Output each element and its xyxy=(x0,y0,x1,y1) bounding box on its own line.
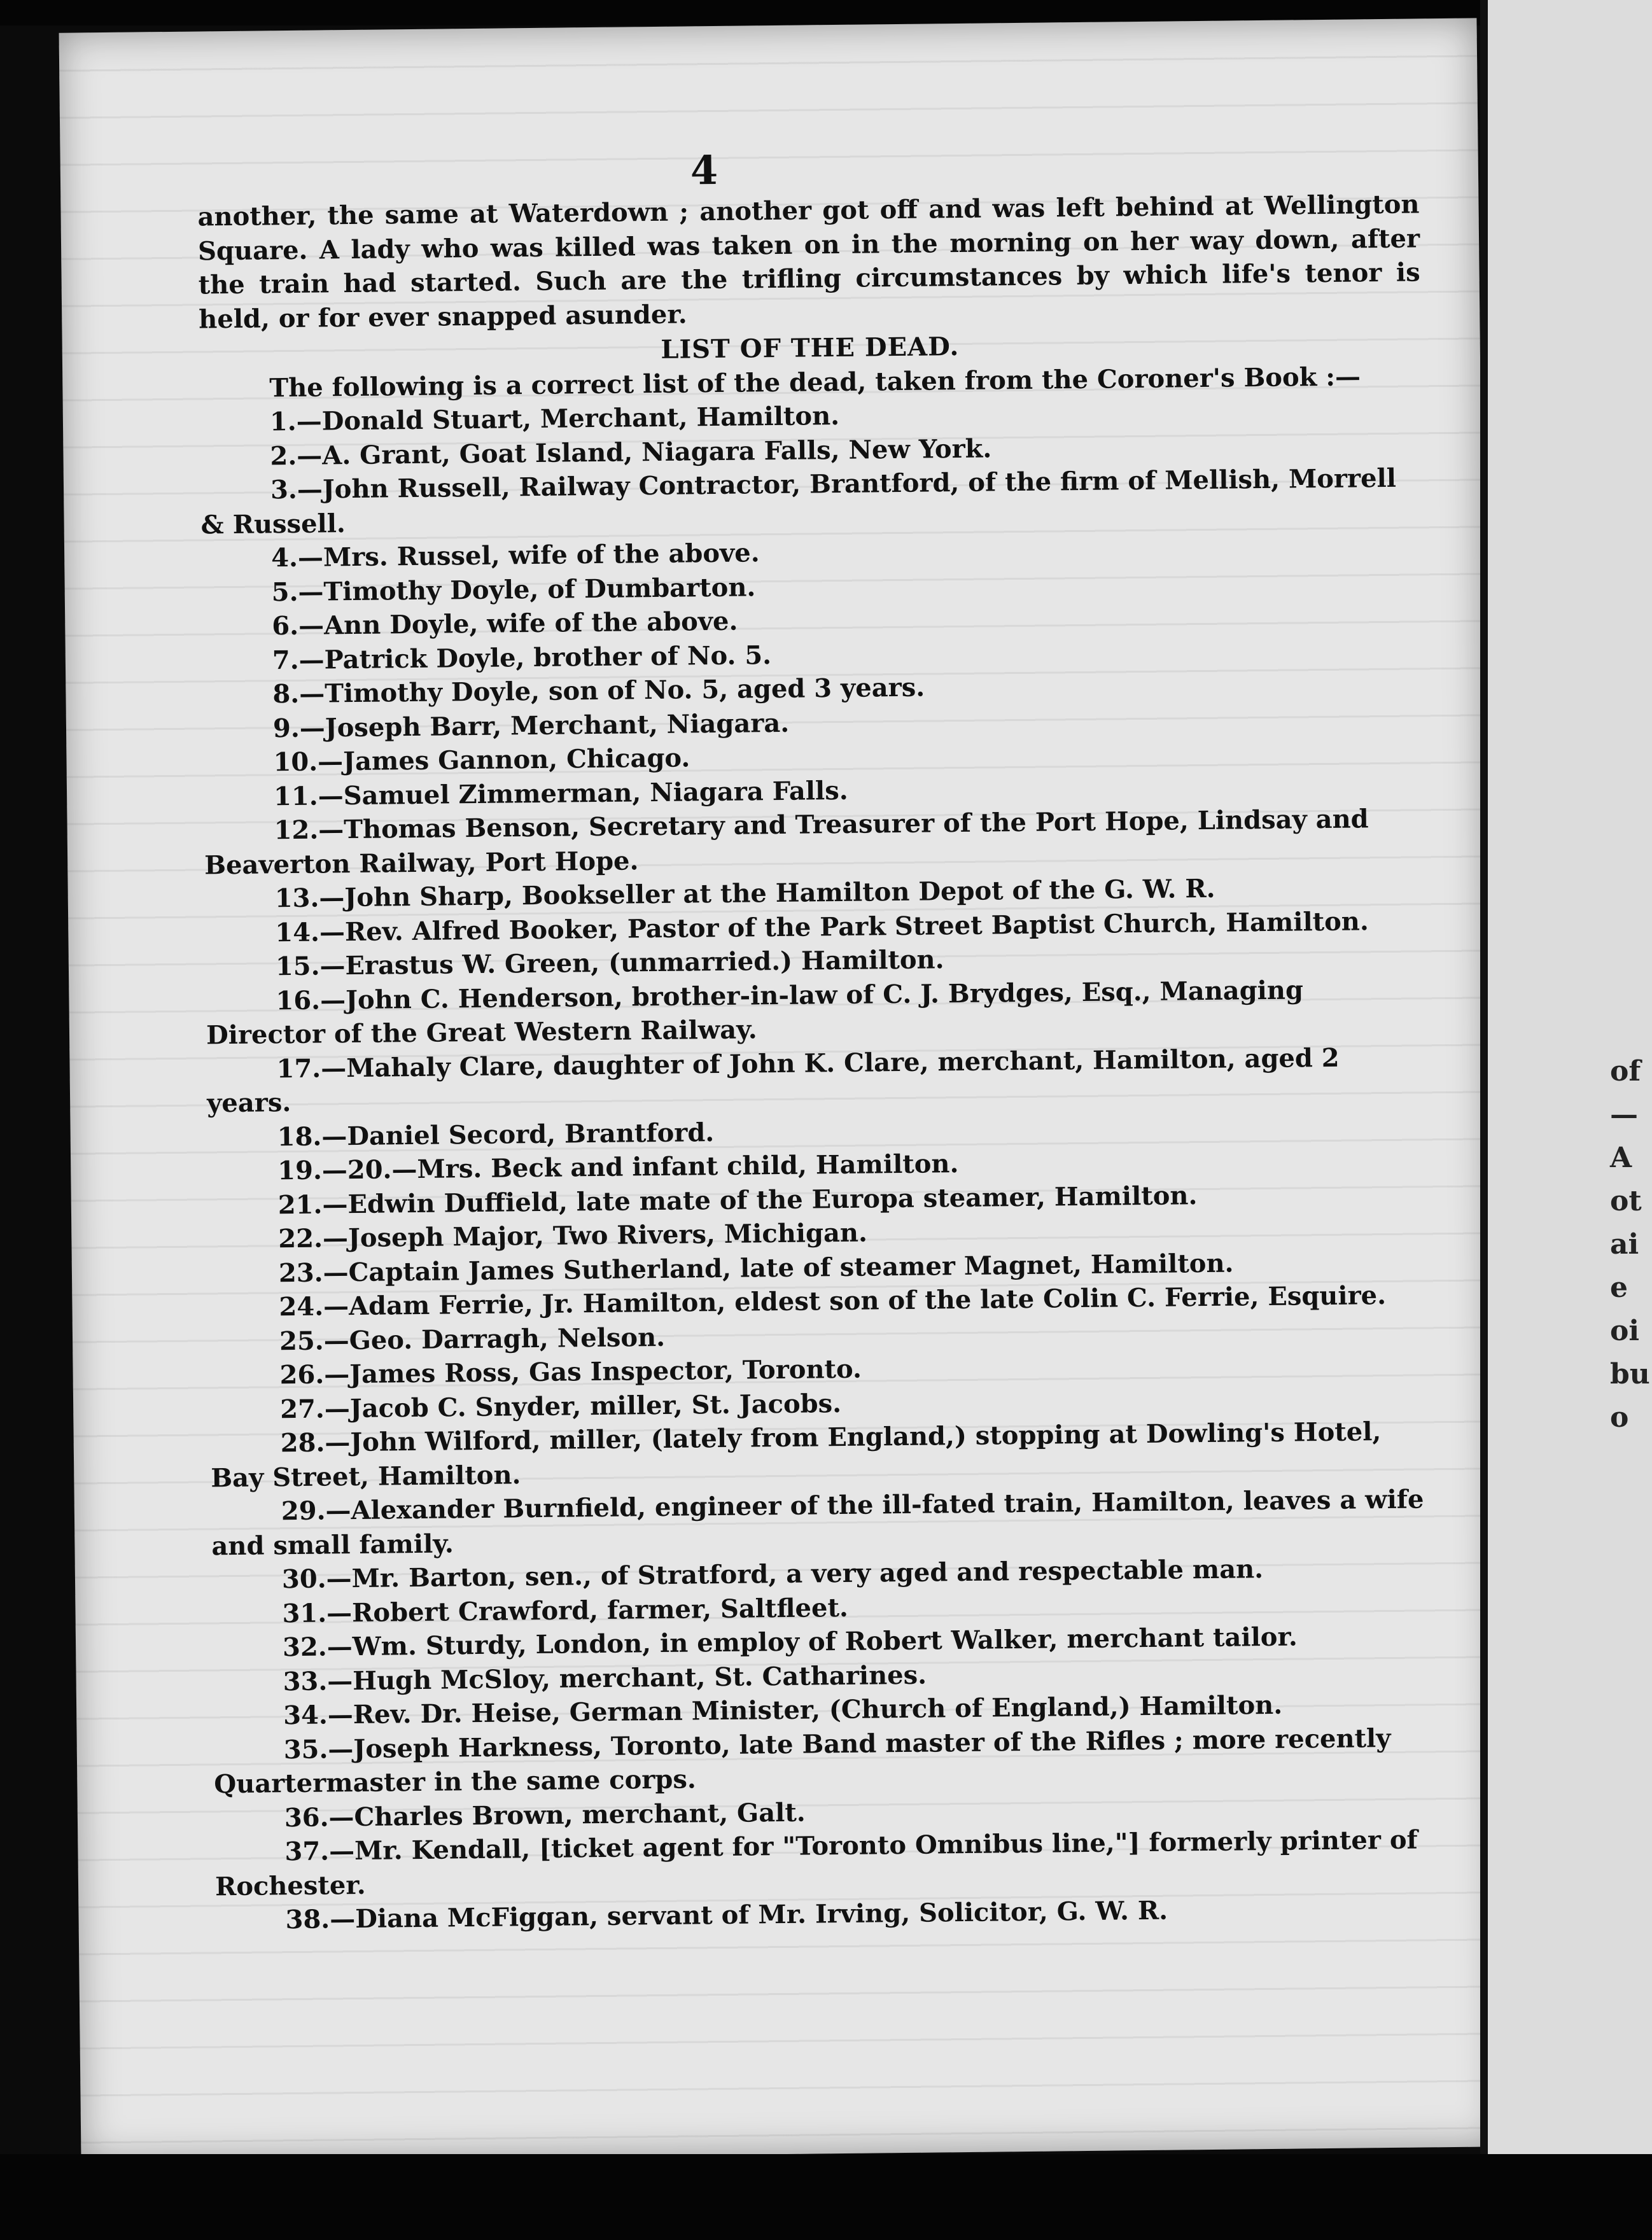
list-item: 7.—Patrick Doyle, brother of No. 5. xyxy=(272,640,772,675)
list-item: 25.—Geo. Darragh, Nelson. xyxy=(279,1322,666,1356)
list-item: 2.—A. Grant, Goat Island, Niagara Falls, New York. xyxy=(270,433,992,471)
list-item: 28.—John Wilford, miller, (lately from England,) stopping at Dowling's Hotel, Bay Street, Hamilton. xyxy=(211,1417,1382,1493)
list-item: 36.—Charles Brown, merchant, Galt. xyxy=(284,1797,806,1833)
list-item: 17.—Mahaly Clare, daughter of John K. Clare, merchant, Hamilton, aged 2 years. xyxy=(206,1042,1340,1119)
list-item: 11.—Samuel Zimmerman, Niagara Falls. xyxy=(273,775,848,811)
list-item: 21.—Edwin Duffield, late mate of the Europa steamer, Hamilton. xyxy=(277,1180,1198,1220)
list-item: 8.—Timothy Doyle, son of No. 5, aged 3 years. xyxy=(272,672,925,710)
list-item: 37.—Mr. Kendall, [ticket agent for "Toronto Omnibus line,"] formerly printer of Rochester. xyxy=(214,1824,1418,1901)
intro-paragraph: another, the same at Waterdown ; another got off and was left behind at Wellington Square. A lady who was killed was taken on in the morning on her way down, after the train had started. Such are the trifling circumstances by which life's tenor is held, or for ever snapped asunder. xyxy=(197,189,1420,334)
fragment-text: of xyxy=(1610,1055,1641,1088)
list-item: 31.—Robert Crawford, farmer, Saltfleet. xyxy=(282,1592,849,1628)
list-item: 18.—Daniel Secord, Brantford. xyxy=(277,1117,715,1152)
list-item: 24.—Adam Ferrie, Jr. Hamilton, eldest son of the late Colin C. Ferrie, Esquire. xyxy=(279,1280,1387,1322)
list-item: 35.—Joseph Harkness, Toronto, late Band master of the Rifles ; more recently Quartermaster in the same corps. xyxy=(214,1723,1391,1800)
scan-frame-bottom xyxy=(0,2154,1652,2240)
document-page xyxy=(59,18,1499,2161)
list-item: 30.—Mr. Barton, sen., of Stratford, a very aged and respectable man. xyxy=(281,1554,1264,1595)
list-item: 22.—Joseph Major, Two Rivers, Michigan. xyxy=(278,1217,868,1254)
list-item: 33.—Hugh McSloy, merchant, St. Catharines. xyxy=(283,1660,927,1697)
list-item: 14.—Rev. Alfred Booker, Pastor of the Park Street Baptist Church, Hamilton. xyxy=(275,906,1369,948)
list-item: 9.—Joseph Barr, Merchant, Niagara. xyxy=(272,708,790,743)
list-item: 19.—20.—Mrs. Beck and infant child, Hamilton. xyxy=(277,1149,959,1186)
page-content xyxy=(197,139,1438,1937)
list-item: 26.—James Ross, Gas Inspector, Toronto. xyxy=(279,1354,862,1390)
list-item: 23.—Captain James Sutherland, late of steamer Magnet, Hamilton. xyxy=(278,1248,1234,1288)
dead-list xyxy=(200,393,1438,1937)
list-item: 5.—Timothy Doyle, of Dumbarton. xyxy=(271,571,756,607)
list-item: 15.—Erastus W. Green, (unmarried.) Hamilton. xyxy=(275,944,944,982)
lead-paragraph: The following is a correct list of the dead, taken from the Coroner's Book :— xyxy=(269,361,1361,403)
fragment-text: bu xyxy=(1610,1358,1650,1390)
fragment-text: o xyxy=(1610,1401,1629,1434)
list-item: 12.—Thomas Benson, Secretary and Treasurer of the Port Hope, Lindsay and Beaverton Railway, Port Hope. xyxy=(204,804,1369,880)
list-item: 3.—John Russell, Railway Contractor, Brantford, of the firm of Mellish, Morrell & Russell. xyxy=(200,463,1397,540)
list-item: 16.—John C. Henderson, brother-in-law of C. J. Brydges, Esq., Managing Director of the Great Western Railway. xyxy=(206,974,1304,1051)
section-heading: LIST OF THE DEAD. xyxy=(661,331,960,365)
page-number: 4 xyxy=(690,146,718,194)
adjacent-page-fragments xyxy=(1610,1050,1652,1439)
list-item: 29.—Alexander Burnfield, engineer of the ill-fated train, Hamilton, leaves a wife and small family. xyxy=(211,1484,1424,1561)
fragment-text: ot xyxy=(1610,1185,1642,1217)
fragment-text: — xyxy=(1610,1098,1638,1131)
fragment-text: A xyxy=(1610,1142,1632,1174)
fragment-text: ai xyxy=(1610,1228,1639,1261)
list-item: 27.—Jacob C. Snyder, miller, St. Jacobs. xyxy=(279,1388,842,1424)
fragment-text: oi xyxy=(1610,1315,1640,1347)
list-item: 34.—Rev. Dr. Heise, German Minister, (Church of England,) Hamilton. xyxy=(283,1690,1283,1731)
list-item: 32.—Wm. Sturdy, London, in employ of Robert Walker, merchant tailor. xyxy=(282,1621,1298,1663)
list-item: 6.—Ann Doyle, wife of the above. xyxy=(272,606,738,641)
list-item: 10.—James Gannon, Chicago. xyxy=(273,743,690,778)
list-item: 4.—Mrs. Russel, wife of the above. xyxy=(270,538,760,573)
fragment-text: e xyxy=(1610,1271,1628,1304)
list-item: 1.—Donald Stuart, Merchant, Hamilton. xyxy=(269,400,840,437)
list-item: 38.—Diana McFiggan, servant of Mr. Irving, Solicitor, G. W. R. xyxy=(285,1895,1168,1935)
list-item: 13.—John Sharp, Bookseller at the Hamilton Depot of the G. W. R. xyxy=(274,873,1215,914)
